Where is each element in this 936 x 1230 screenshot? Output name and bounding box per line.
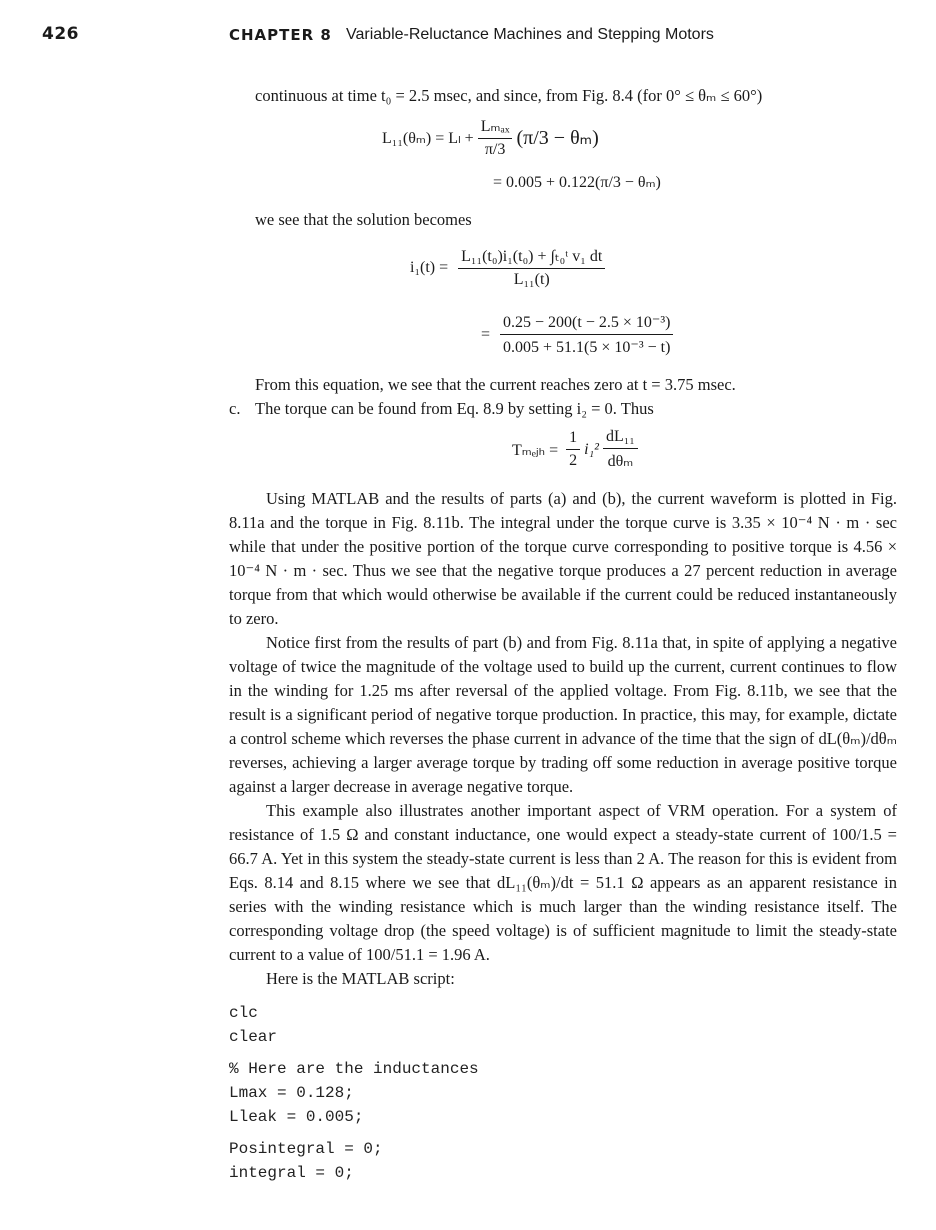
intro-line: continuous at time t₀ = 2.5 msec, and since, from Fig. 8.4 (for 0° ≤ θₘ ≤ 60°) bbox=[255, 86, 763, 105]
page-number: 426 bbox=[42, 24, 79, 44]
inductance-equation bbox=[382, 116, 599, 159]
torque-lhs: Tₘₑⱼₕ = bbox=[512, 441, 559, 459]
inductance-fraction-numerator: Lₘₐₓ bbox=[478, 116, 513, 139]
current-lhs: i₁(t) = bbox=[410, 258, 449, 276]
current-fraction-1-numerator: L₁₁(t₀)i₁(t₀) + ∫ₜ₀ᵗ v₁ dt bbox=[458, 246, 605, 269]
solution-text: we see that the solution becomes bbox=[255, 210, 472, 229]
torque-half-fraction: $\frac{1}{2}$ bbox=[566, 429, 580, 470]
current-fraction-1 bbox=[458, 246, 605, 289]
current-equation bbox=[410, 246, 605, 289]
inductance-lhs: L₁₁(θₘ) = Lₗ + bbox=[382, 129, 474, 147]
current-fraction-2-denominator: 0.005 + 51.1(5 × 10⁻³ − t) bbox=[503, 339, 671, 356]
paragraph-vrm-operation: This example also illustrates another important aspect of VRM operation. For a system of resistance of 1.5 Ω and constant inductance, one would expect a steady-state current of 100/1.5 = 66.7 A. Yet in this system the steady-state current is less than 2 A. The reason for this is evident from Eqs. 8.14 and 8.15 where we see that dL₁₁(θₘ)/dt = 51.1 Ω appears as an apparent resistance in series with the winding resistance which is much larger than the winding resistance itself. The corresponding voltage drop (the speed voltage) is of sufficient magnitude to limit the steady-state current to a value of 100/51.1 = 1.96 A. bbox=[229, 801, 897, 964]
chapter-title: Variable-Reluctance Machines and Stepping Motors bbox=[346, 26, 714, 43]
code-block-integrals: Posintegral = 0; integral = 0; bbox=[229, 1140, 383, 1182]
inductance-parenthesis: (π/3 − θₘ) bbox=[516, 127, 599, 149]
paragraph-results: Using MATLAB and the results of parts (a) and (b), the current waveform is plotted in Fig. 8.11a and the torque in Fig. 8.11b. The integral under the torque curve is 3.35 × 10⁻⁴ N · m · sec while that under the positive portion of the torque curve corresponding to positive torque is 4.56 × 10⁻⁴ N · m · sec. Thus we see that the negative torque produces a 27 percent reduction in average torque from that which would otherwise be available if the current could be reduced instantaneously to zero. bbox=[229, 489, 897, 628]
current-fraction-1-denominator: L₁₁(t) bbox=[513, 271, 550, 288]
current-fraction-2-numerator: 0.25 − 200(t − 2.5 × 10⁻³) bbox=[500, 312, 673, 335]
inductance-equation-line-2: = 0.005 + 0.122(π/3 − θₘ) bbox=[493, 174, 661, 191]
zero-current-line: From this equation, we see that the current reaches zero at t = 3.75 msec. bbox=[255, 375, 736, 394]
paragraph-negative-voltage: Notice first from the results of part (b) and from Fig. 8.11a that, in spite of applying a negative voltage of twice the magnitude of the voltage used to build up the current, current continues to flow in the winding for 1.25 ms after reversal of the applied voltage. From Fig. 8.11b, we see that the result is a significant period of negative torque production. In practice, this may, for example, dictate a control scheme which reverses the phase current in advance of the time that the sign of dL(θₘ)/dθₘ reverses, achieving a larger average torque by trading off some reduction in average positive torque against a larger decrease in average negative torque. bbox=[229, 633, 897, 796]
torque-derivative-fraction: $\frac{\text{dL₁₁}}{\text{dθₘ}}$ bbox=[603, 428, 638, 471]
torque-equation bbox=[512, 428, 638, 471]
inductance-fraction bbox=[478, 116, 513, 159]
part-c-text: The torque can be found from Eq. 8.9 by setting i₂ = 0. Thus bbox=[255, 399, 654, 418]
current-fraction-2 bbox=[500, 312, 673, 357]
torque-current-squared: i₁² bbox=[584, 440, 599, 458]
code-block-inductances: % Here are the inductances Lmax = 0.128; Lleak = 0.005; bbox=[229, 1060, 479, 1126]
code-block-clear: clc clear bbox=[229, 1004, 278, 1046]
current-equation-line-2: = $\frac{\text{0.25 − 200(t − 2.5 × 10⁻³)}}{\text{0.005 + 51.1(5 × 10⁻³ − t)}}$ bbox=[481, 312, 673, 357]
part-c-label: c. bbox=[229, 399, 241, 418]
inductance-fraction-denominator: π/3 bbox=[484, 141, 506, 158]
chapter-label: CHAPTER 8 bbox=[229, 26, 332, 44]
paragraph-script-intro: Here is the MATLAB script: bbox=[266, 969, 455, 988]
